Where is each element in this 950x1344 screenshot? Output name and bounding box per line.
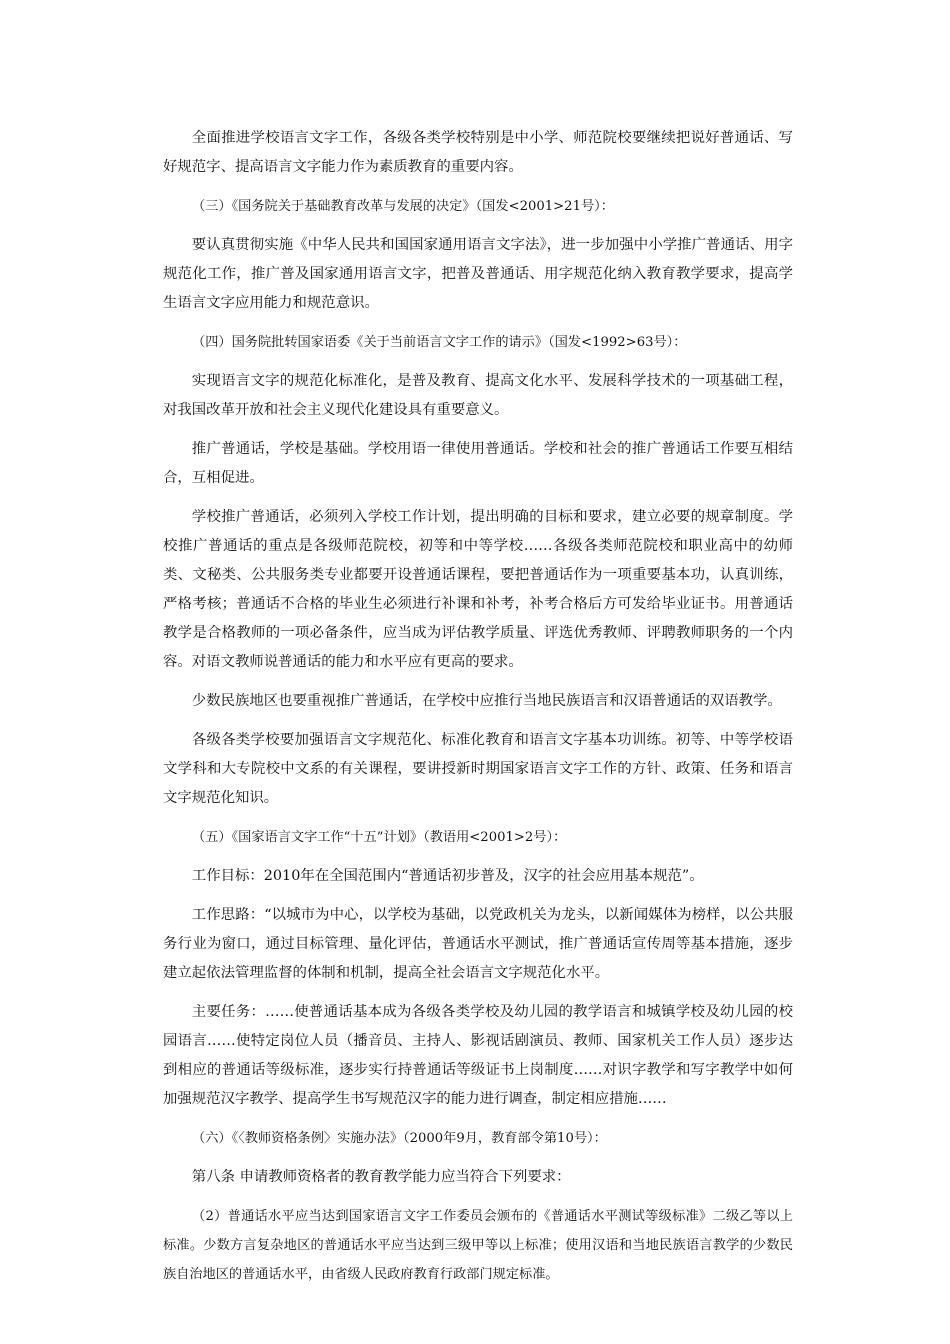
heading-section-4: （四）国务院批转国家语委《关于当前语言文字工作的请示》（国发<1992>63号）：	[192, 335, 687, 350]
paragraph-work-approach: 工作思路：“以城市为中心，以学校为基础，以党政机关为龙头，以新闻媒体为榜样，以公共服务行业为窗口，通过目标管理、量化评估，普通话水平测试，推广普通话宣传周等基本措施，逐步建立起依法管理监督的体制和机制，提高全社会语言文字规范化水平。	[163, 907, 793, 981]
paragraph-putonghua-level: （2）普通话水平应当达到国家语言文字工作委员会颁布的《普通话水平测试等级标准》二级乙等以上标准。少数方言复杂地区的普通话水平应当达到三级甲等以上标准；使用汉语和当地民族语言教学的少数民族自治地区的普通话水平，由省级人民政府教育行政部门规定标准。	[163, 1209, 793, 1282]
paragraph-implement-language-law: 要认真贯彻实施《中华人民共和国国家通用语言文字法》，进一步加强中小学推广普通话、用字规范化工作，推广普及国家通用语言文字，把普及普通话、用字规范化纳入教育教学要求，提高学生语言文字应用能力和规范意识。	[163, 237, 793, 311]
paragraph-school-language-work: 全面推进学校语言文字工作，各级各类学校特别是中小学、师范院校要继续把说好普通话、写好规范字、提高语言文字能力作为素质教育的重要内容。	[163, 130, 793, 175]
heading-section-5: （五）《国家语言文字工作“十五”计划》（教语用<2001>2号）：	[192, 830, 567, 845]
paragraph-work-goal: 工作目标：2010年在全国范围内“普通话初步普及，汉字的社会应用基本规范”。	[191, 868, 704, 884]
paragraph-school-plan: 学校推广普通话，必须列入学校工作计划，提出明确的目标和要求，建立必要的规章制度。学校推广普通话的重点是各级师范院校，初等和中等学校……各级各类师范院校和职业高中的幼师类、文秘类、公共服务类专业都要开设普通话课程，要把普通话作为一项重要基本功，认真训练，严格考核；普通话不合格的毕业生必须进行补课和补考，补考合格后方可发给毕业证书。用普通话教学是合格教师的一项必备条件，应当成为评估教学质量、评选优秀教师、评聘教师职务的一个内容。对语文教师说普通话的能力和水平应有更高的要求。	[163, 509, 793, 670]
paragraph-school-basis: 推广普通话，学校是基础。学校用语一律使用普通话。学校和社会的推广普通话工作要互相结合，互相促进。	[163, 441, 793, 486]
document-page	[163, 124, 793, 1299]
heading-section-6: （六）《〈教师资格条例〉实施办法》（2000年9月，教育部令第10号）：	[192, 1131, 607, 1146]
paragraph-standardization: 实现语言文字的规范化标准化，是普及教育、提高文化水平、发展科学技术的一项基础工程，对我国改革开放和社会主义现代化建设具有重要意义。	[163, 373, 793, 418]
paragraph-standardization-education: 各级各类学校要加强语言文字规范化、标准化教育和语言文字基本功训练。初等、中等学校语文学科和大专院校中文系的有关课程，要讲授新时期国家语言文字工作的方针、政策、任务和语言文字规范化知识。	[163, 732, 793, 806]
paragraph-main-tasks: 主要任务：……使普通话基本成为各级各类学校及幼儿园的教学语言和城镇学校及幼儿园的校园语言……使特定岗位人员（播音员、主持人、影视话剧演员、教师、国家机关工作人员）逐步达到相应的普通话等级标准，逐步实行持普通话等级证书上岗制度……对识字教学和写字教学中如何加强规范汉字教学、提高学生书写规范汉字的能力进行调查，制定相应措施……	[163, 1004, 793, 1107]
heading-section-3: （三）《国务院关于基础教育改革与发展的决定》（国发<2001>21号）：	[192, 199, 614, 214]
paragraph-minority-areas: 少数民族地区也要重视推广普通话，在学校中应推行当地民族语言和汉语普通话的双语教学。	[191, 693, 782, 709]
paragraph-article-8: 第八条 申请教师资格者的教育教学能力应当符合下列要求：	[191, 1169, 571, 1185]
